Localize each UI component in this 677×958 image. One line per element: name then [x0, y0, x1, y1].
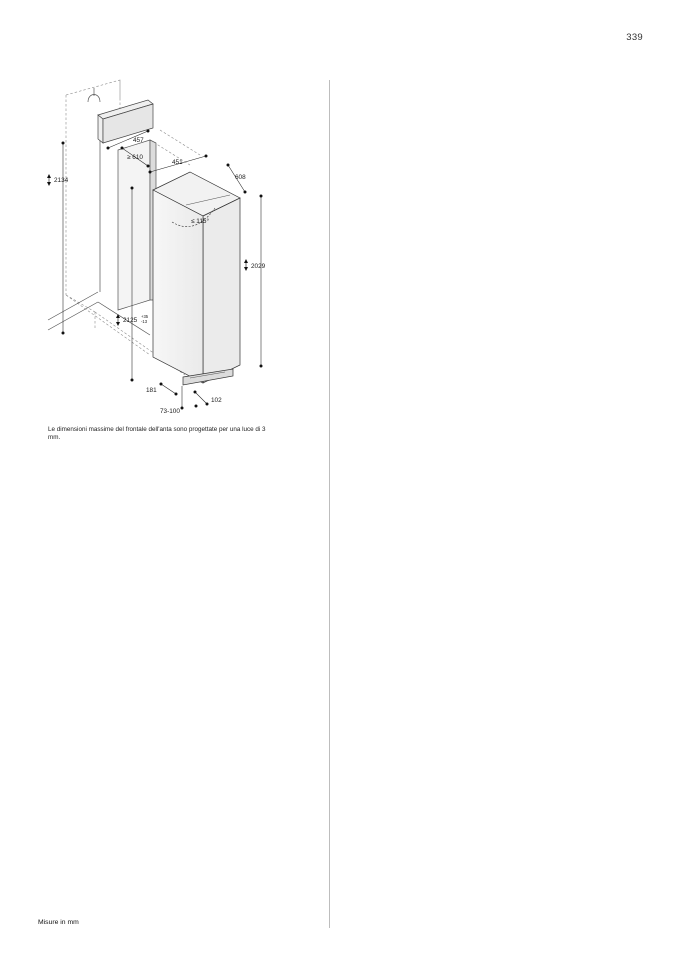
dim-608: 608	[235, 174, 246, 181]
units-note: Misure in mm	[38, 919, 79, 926]
top-panel	[98, 100, 153, 143]
dim-457: 457	[133, 137, 144, 144]
dim-610: ≥ 610	[127, 154, 143, 161]
dim-2029: 2029	[251, 263, 266, 270]
dim-2134: 2134	[54, 177, 69, 184]
page-number: 339	[626, 32, 643, 43]
dim-73-100: 73-100	[160, 408, 180, 415]
dim-2125: 2125	[123, 317, 138, 324]
dim-181: 181	[146, 387, 157, 394]
dim-115: ≤ 115°	[191, 218, 210, 225]
dim-102: 102	[211, 397, 222, 404]
column-divider	[329, 80, 330, 928]
drawing-caption: Le dimensioni massime del frontale dell'anta sono progettate per una luce di 3 mm.	[48, 426, 266, 441]
dim-2125-tol-minus: -13	[141, 319, 148, 324]
dim-451: 451	[172, 159, 183, 166]
installation-drawing	[30, 75, 320, 420]
dim-2125-tol-plus: +35	[141, 314, 149, 319]
side-wall	[118, 140, 156, 310]
appliance-body	[153, 172, 240, 385]
